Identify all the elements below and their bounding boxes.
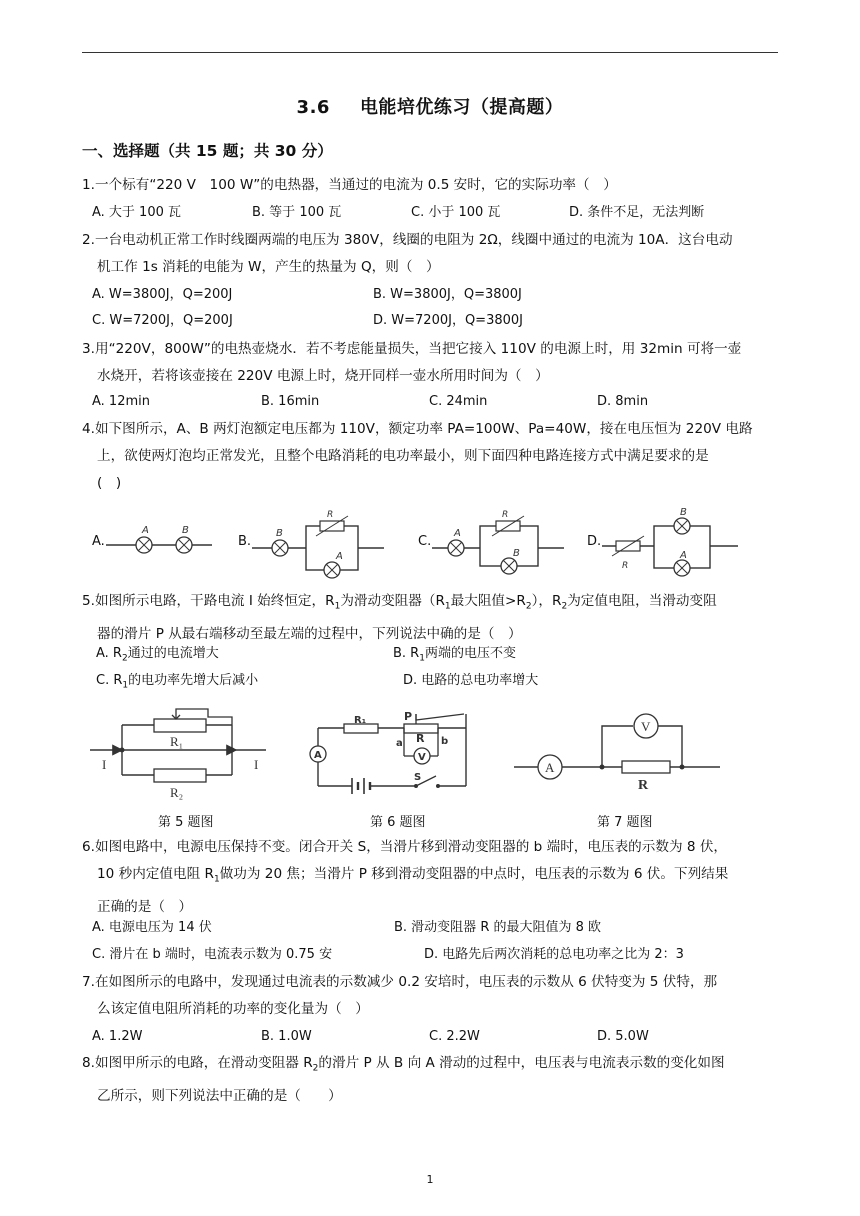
q7-option-c: C. 2.2W — [429, 1029, 480, 1044]
fig5-i-left: I — [102, 757, 107, 772]
figure-7-circuit — [512, 708, 722, 792]
q5-l1c: 最大阻值>R — [450, 593, 526, 609]
q4-circuit-b — [250, 508, 386, 580]
q5-oc-a: C. R — [96, 673, 123, 688]
q1-option-c: C. 小于 100 瓦 — [411, 205, 501, 220]
question-2-line1: 2.一台电动机正常工作时线圈两端的电压为 380V，线圈的电阻为 2Ω，线圈中通过的电流为 10A．这台电动 — [82, 232, 733, 248]
figure-6-caption: 第 6 题图 — [370, 815, 426, 830]
question-3-line2: 水烧开，若将该壶接在 220V 电源上时，烧开同样一壶水所用时间为（ ） — [97, 368, 549, 384]
question-4-line2: 上，欲使两灯泡均正常发光，且整个电路消耗的电功率最小，则下面四种电路连接方式中满足要求的是 — [97, 448, 709, 464]
q3-option-a: A. 12min — [92, 394, 150, 409]
q4-option-b-label: B. — [238, 534, 252, 549]
page-number: 1 — [426, 1173, 434, 1186]
figure-6-circuit — [304, 710, 468, 796]
question-2-line2: 机工作 1s 消耗的电能为 W，产生的热量为 Q，则（ ） — [97, 259, 440, 275]
q4-circuit-a — [104, 514, 216, 576]
q1-option-b: B. 等于 100 瓦 — [252, 205, 342, 220]
question-5 — [82, 588, 782, 648]
q8-l1a: 8.如图甲所示的电路，在滑动变阻器 R — [82, 1055, 313, 1071]
q4b-lamp-a-label: A — [336, 551, 343, 562]
question-8-line1: 8.如图甲所示的电路，在滑动变阻器 $R_2$的滑片 P 从 B 向 A 滑动的过程中，电压表与电流表示数的变化如图 — [82, 1055, 725, 1074]
question-3-line1: 3.用“220V，800W”的电热壶烧水．若不考虑能量损失，当把它接入 110V 的电源上时，用 32min 可将一壶 — [82, 341, 742, 357]
q5-ob-b: 两端的电压不变 — [424, 646, 516, 661]
question-7-line2: 么该定值电阻所消耗的功率的变化量为（ ） — [97, 1001, 369, 1017]
q5-option-b: B. $R_1$两端的电压不变 — [393, 646, 516, 664]
q3-option-b: B. 16min — [261, 394, 320, 409]
q4c-rheostat-label: R — [502, 510, 509, 520]
question-4 — [82, 416, 782, 497]
q5-l1a: 5.如图所示电路，干路电流 I 始终恒定，R — [82, 593, 335, 609]
q4d-rheostat-label: R — [622, 561, 629, 571]
fig6-s-label: S — [414, 772, 422, 783]
question-8 — [82, 1050, 782, 1110]
fig6-voltmeter-label: V — [418, 752, 426, 763]
q4d-lamp-a-label: A — [680, 550, 687, 561]
question-8-line2: 乙所示，则下列说法中正确的是（ ） — [97, 1087, 342, 1104]
header-rule — [82, 52, 778, 53]
q7-option-b: B. 1.0W — [261, 1029, 312, 1044]
q7-option-a: A. 1.2W — [92, 1029, 143, 1044]
figure-5-caption: 第 5 题图 — [158, 815, 214, 830]
question-7 — [82, 969, 782, 1023]
question-6-line1: 6.如图电路中，电源电压保持不变。闭合开关 S，当滑片移到滑动变阻器的 b 端时，电压表的示数为 8 伏， — [82, 839, 728, 855]
question-4-line3: ( ) — [97, 475, 122, 491]
fig7-ammeter-label: A — [545, 760, 555, 775]
q6-option-a: A. 电源电压为 14 伏 — [92, 920, 212, 935]
q8-l1b: 的滑片 P 从 B 向 A 滑动的过程中，电压表与电流表示数的变化如图 — [318, 1055, 725, 1071]
question-3 — [82, 336, 782, 390]
q6-l2a: 10 秒内定值电阻 R — [97, 866, 214, 882]
fig5-r2-label: R₂ — [170, 785, 184, 800]
question-4-line1: 4.如下图所示，A、B 两灯泡额定电压都为 110V，额定功率 PA=100W、Pa=40W，接在电压恒为 220V 电路 — [82, 421, 753, 437]
q4-circuit-d — [600, 506, 740, 580]
q5-oc-b: 的电功率先增大后减小 — [128, 673, 259, 688]
q6-option-c: C. 滑片在 b 端时，电流表示数为 0.75 安 — [92, 947, 333, 962]
q2-option-d: D. W=7200J，Q=3800J — [373, 313, 523, 328]
q5-ob-a: B. R — [393, 646, 420, 661]
question-5-line2: 器的滑片 P 从最右端移动至最左端的过程中，下列说法中确的是（ ） — [97, 625, 522, 642]
q5-oa-b: 通过的电流增大 — [127, 646, 219, 661]
question-6-line2: 10 秒内定值电阻 $R_1$做功为 20 焦；当滑片 P 移到滑动变阻器的中点时，电压表的示数为 6 伏。下列结果 — [97, 866, 729, 885]
q1-option-d: D. 条件不足，无法判断 — [569, 205, 705, 220]
q4a-lamp-a-label: A — [142, 525, 149, 536]
fig6-b-label: b — [441, 736, 449, 747]
q6-option-b: B. 滑动变阻器 R 的最大阻值为 8 欧 — [394, 920, 602, 935]
figure-7-caption: 第 7 题图 — [597, 815, 653, 830]
q4b-rheostat-label: R — [327, 510, 334, 520]
question-1-stem: 1.一个标有“220 V 100 W”的电热器，当通过的电流为 0.5 安时，它的实际功率（ ） — [82, 177, 617, 193]
fig7-voltmeter-label: V — [641, 719, 651, 734]
q3-option-c: C. 24min — [429, 394, 488, 409]
q4d-lamp-b-label: B — [680, 507, 687, 518]
q4-circuit-c — [430, 508, 566, 580]
q5-option-d: D. 电路的总电功率增大 — [403, 673, 539, 688]
q4-option-c-label: C. — [418, 534, 432, 549]
question-6-line3: 正确的是（ ） — [97, 898, 193, 915]
q2-option-b: B. W=3800J，Q=3800J — [373, 287, 522, 302]
fig5-r1-label: R₁ — [170, 734, 184, 749]
question-6 — [82, 834, 782, 921]
q4c-lamp-b-label: B — [513, 548, 520, 559]
fig7-r-label: R — [638, 778, 649, 792]
section-heading: 一、选择题（共 15 题；共 30 分） — [82, 142, 333, 160]
q6-l2b: 做功为 20 焦；当滑片 P 移到滑动变阻器的中点时，电压表的示数为 6 伏。下列结果 — [219, 866, 729, 882]
q7-option-d: D. 5.0W — [597, 1029, 649, 1044]
q5-l1b: 为滑动变阻器（R — [340, 593, 445, 609]
fig6-r1-label: R₁ — [354, 715, 367, 726]
fig6-p-label: P — [404, 710, 413, 723]
q4a-lamp-b-label: B — [182, 525, 189, 536]
q2-option-c: C. W=7200J，Q=200J — [92, 313, 233, 328]
q5-option-c: C. $R_1$的电功率先增大后减小 — [96, 673, 259, 691]
question-2 — [82, 227, 782, 281]
q1-option-a: A. 大于 100 瓦 — [92, 205, 182, 220]
title-text: 电能培优练习（提高题） — [359, 97, 564, 118]
q5-l1e: 为定值电阻，当滑动变阻 — [567, 593, 717, 609]
question-1 — [82, 172, 782, 199]
fig6-ammeter-label: A — [314, 750, 322, 761]
q4c-lamp-a-label: A — [454, 528, 461, 539]
q4b-lamp-b-label: B — [276, 528, 283, 539]
question-7-line1: 7.在如图所示的电路中，发现通过电流表的示数减少 0.2 安培时，电压表的示数从 6 伏特变为 5 伏特，那 — [82, 974, 718, 990]
figure-5-circuit — [88, 703, 268, 801]
q2-option-a: A. W=3800J，Q=200J — [92, 287, 233, 302]
question-5-line1: 5.如图所示电路，干路电流 I 始终恒定，$R_1$为滑动变阻器（$R_1$最大阻值$>R_2$），$R_2$为定值电阻，当滑动变阻 — [82, 593, 717, 612]
q3-option-d: D. 8min — [597, 394, 649, 409]
fig6-r-label: R — [416, 732, 425, 745]
q6-option-d: D. 电路先后两次消耗的总电功率之比为 2：3 — [424, 947, 684, 962]
q5-l1d: ），R — [531, 593, 562, 609]
fig6-a-label: a — [396, 738, 403, 749]
q5-option-a: A. $R_2$通过的电流增大 — [96, 646, 219, 664]
title-number: 3.6 — [296, 97, 330, 118]
q4-option-d-label: D. — [587, 534, 602, 549]
fig5-i-right: I — [254, 757, 259, 772]
page-title — [0, 93, 860, 119]
q4-option-a-label: A. — [92, 534, 105, 549]
q5-oa-a: A. R — [96, 646, 122, 661]
